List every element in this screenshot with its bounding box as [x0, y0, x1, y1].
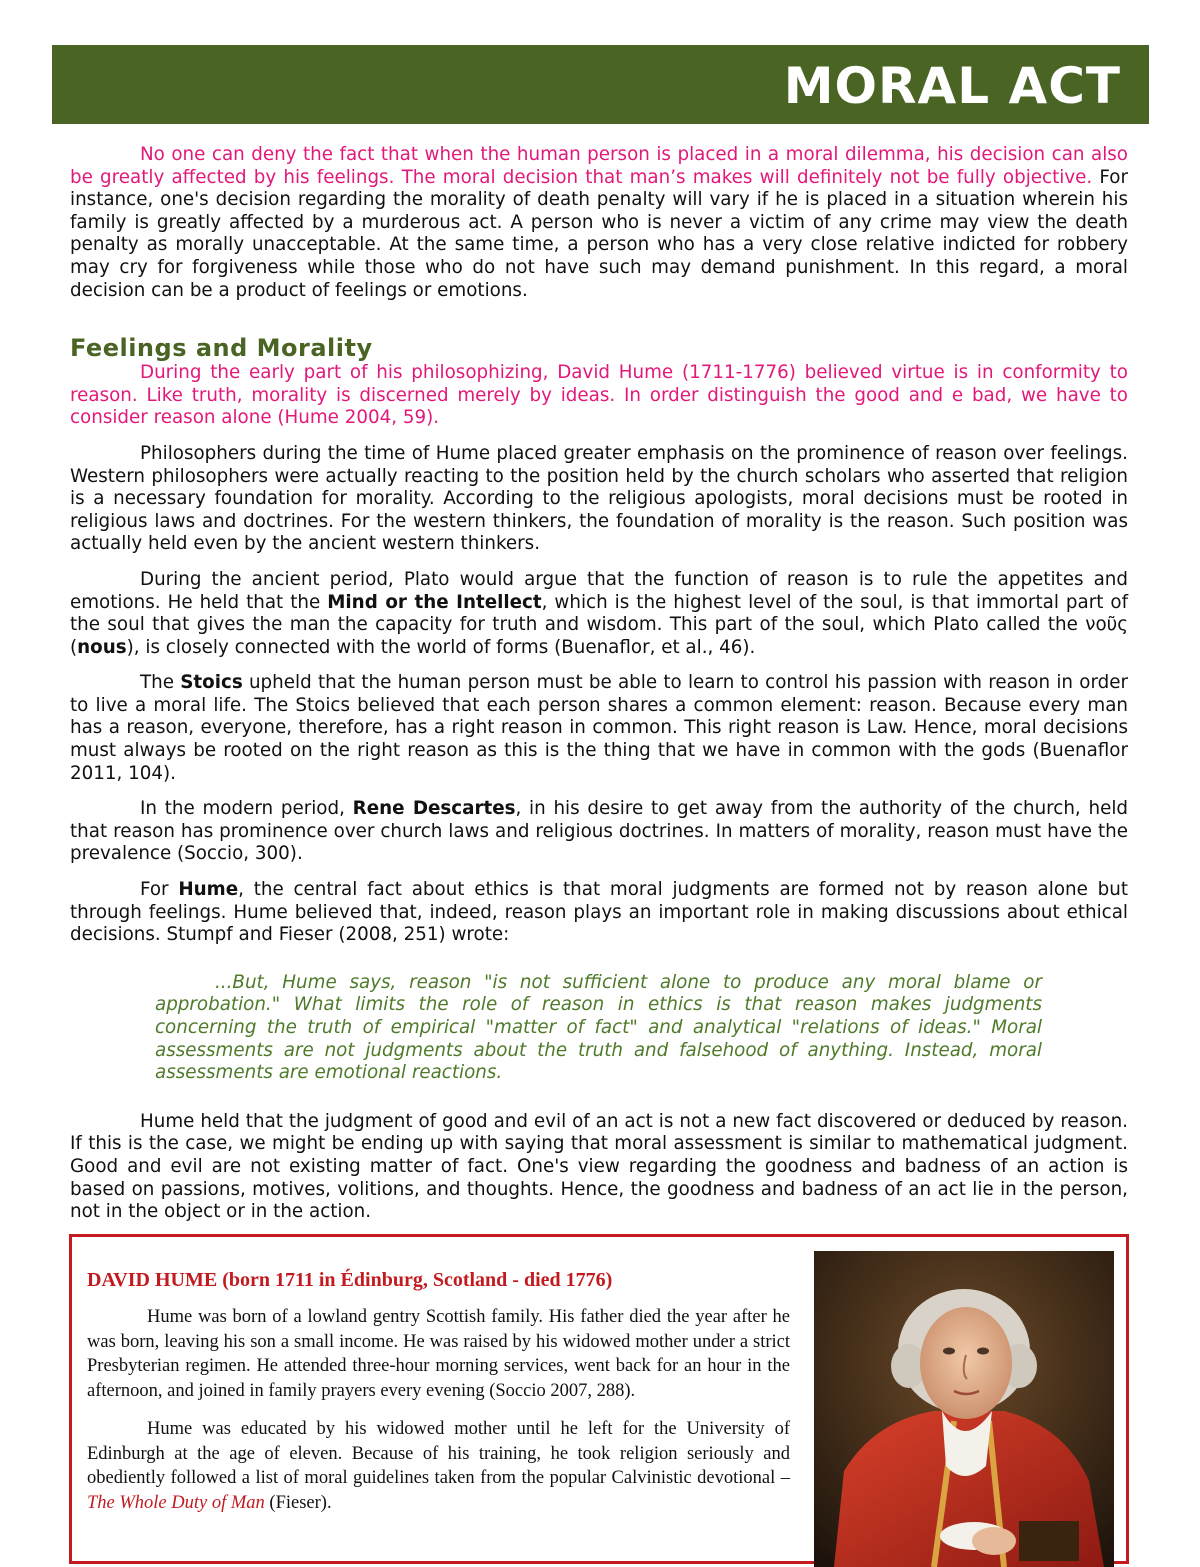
page-title: MORAL ACT [783, 57, 1121, 115]
bold-nous: nous [77, 636, 127, 658]
bio-title: DAVID HUME (born 1711 in Édinburg, Scotland - died 1776) [87, 1269, 613, 1291]
paragraph-hume: For Hume, the central fact about ethics is that moral judgments are formed not by reason alone but through feelings. Hume believed that, indeed, reason plays an important role in making discussions about ethical decisions. Stumpf and Fieser (2008, 251) wrote: [70, 879, 1128, 946]
bio-paragraph-1: Hume was born of a lowland gentry Scottish family. His father died the year after he was born, leaving his son a small income. He was raised by his widowed mother under a strict Presbyterian regimen. He attended three-hour morning services, went back for an hour in the afternoon, and joined in family prayers every evening (Soccio 2007, 288). [87, 1307, 790, 1401]
paragraph-stoics: The Stoics upheld that the human person must be able to learn to control his passion with reason in order to live a moral life. The Stoics believed that each person shares a common element: reason. Because every man has a reason, everyone, therefore, has a right reason in common. This right reason is Law. Hence, moral decisions must always be rooted on the right reason as this is the thing that we have in common with the gods (Buenaflor 2011, 104). [70, 672, 1129, 784]
book-title: The Whole Duty of Man [87, 1492, 265, 1513]
bold-hume: Hume [178, 879, 239, 901]
intro-rest: For instance, one's decision regarding the morality of death penalty will vary if he is placed in a situation wherein his family is greatly affected by a murderous act. A person who is never a victim of any crime may view the death penalty as morally unacceptable. At the same time, a person who has a very close relative indicted for robbery may cry for forgiveness while those who do not have such may demand punishment. In this regard, a moral decision can be a product of feelings or emotions. [70, 166, 1128, 301]
bio-paragraph-2: Hume was educated by his widowed mother until he left for the University of Edinburgh at the age of eleven. Because of his training, he took religion seriously and obediently followed a list of moral guidelines taken from the popular Calvinistic devotional – The Whole Duty of Man (Fieser). [87, 1419, 790, 1513]
bold-descartes: Rene Descartes [352, 798, 516, 820]
intro-highlight: No one can deny the fact that when the human person is placed in a moral dilemma, his decision can also be greatly affected by his feelings. The moral decision that man’s makes will definitely not be fully objective. [70, 144, 1128, 188]
section-lead: During the early part of his philosophizing, David Hume (1711-1776) believed virtue is in conformity to reason. Like truth, morality is discerned merely by ideas. In order distinguish the good and e bad, we have to consider reason alone (Hume 2004, 59). [70, 362, 1128, 429]
bold-stoics: Stoics [180, 672, 243, 694]
paragraph-descartes: In the modern period, Rene Descartes, in his desire to get away from the authority of the church, held that reason has prominence over church laws and religious doctrines. In matters of morality, reason must have the prevalence (Soccio, 300). [70, 798, 1128, 865]
block-quote: ...But, Hume says, reason "is not sufficient alone to produce any moral blame or approbation." What limits the role of reason in ethics is that reason makes judgments concerning the truth of empirical "matter of fact" and analytical "relations of ideas." Moral assessments are not judgments about the truth and falsehood of anything. Instead, moral assessments are emotional reactions. [155, 971, 1042, 1084]
paragraph-philosophers: Philosophers during the time of Hume placed greater emphasis on the prominence of reason over feelings. Western philosophers were actually reacting to the position held by the church scholars who asserted that religion is a necessary foundation for morality. According to the religious apologists, moral decisions must be rooted in religious laws and doctrines. For the western thinkers, the foundation of morality is the reason. Such position was actually held even by the ancient western thinkers. [70, 442, 1128, 555]
paragraph-good-evil: Hume held that the judgment of good and evil of an act is not a new fact discovered or deduced by reason. If this is the case, we might be ending up with saying that moral assessment is similar to mathematical judgment. Good and evil are not existing matter of fact. One's view regarding the goodness and badness of an action is based on passions, motives, volitions, and thoughts. Hence, the goodness and badness of an act lie in the person, not in the object or in the action. [70, 1110, 1128, 1223]
title-banner [52, 45, 1149, 124]
intro-paragraph [70, 144, 1128, 302]
paragraph-plato: During the ancient period, Plato would argue that the function of reason is to rule the appetites and emotions. He held that the Mind or the Intellect, which is the highest level of the soul, is that immortal part of the soul that gives the man the capacity for truth and wisdom. This part of the soul, which Plato called the νοῦς (nous), is closely connected with the world of forms (Buenaflor, et al., 46). [70, 568, 1129, 658]
bio-text [87, 1267, 790, 1515]
main-content [70, 144, 1128, 1224]
section-heading: Feelings and Morality [70, 334, 373, 363]
bold-mind-intellect: Mind or the Intellect [327, 591, 542, 613]
bio-box [69, 1234, 1129, 1564]
hume-portrait [814, 1251, 1114, 1567]
